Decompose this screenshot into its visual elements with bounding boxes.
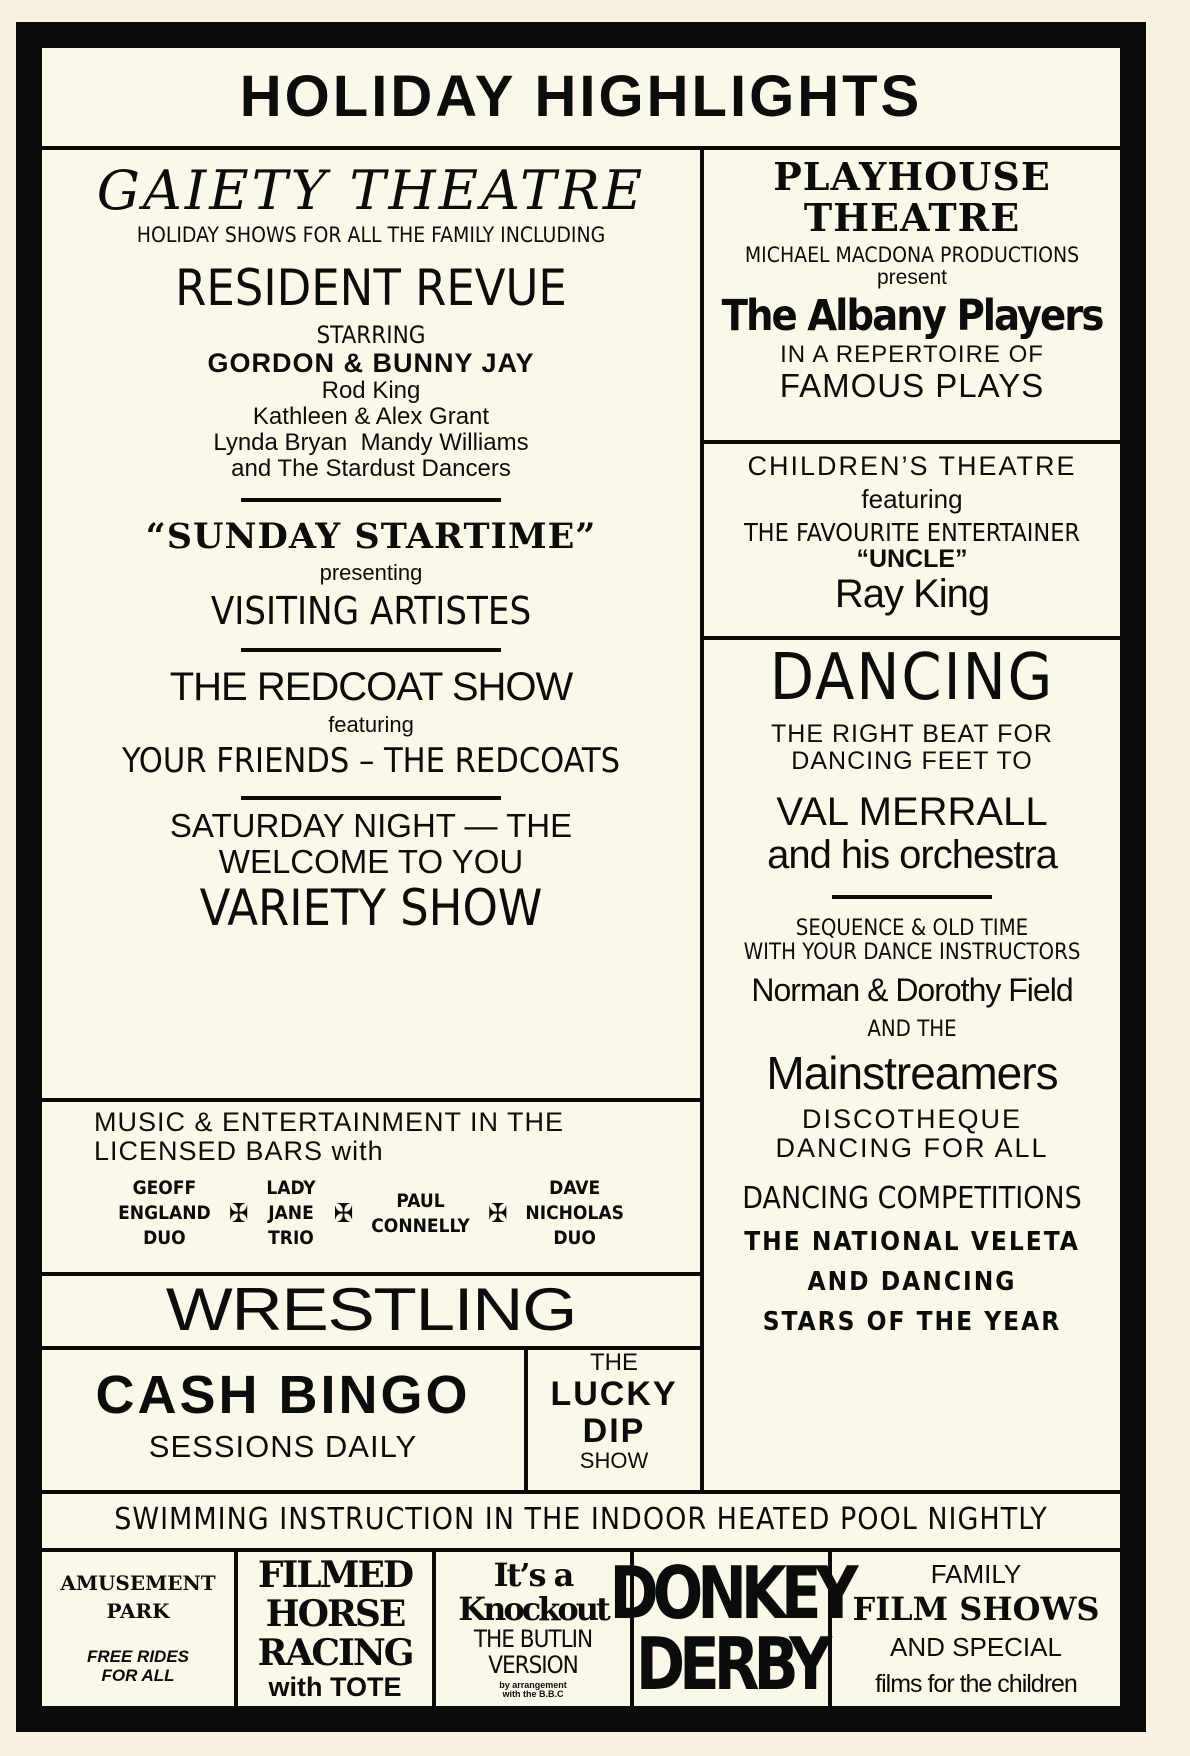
film-shows-line: FILM SHOWS [852, 1590, 1100, 1629]
gaiety-intro: HOLIDAY SHOWS FOR ALL THE FAMILY INCLUDING [136, 223, 606, 248]
music-entertainment-section [42, 1102, 700, 1272]
poster-title: HOLIDAY HIGHLIGHTS [239, 64, 923, 129]
discotheque: DISCOTHEQUE [801, 1103, 1023, 1134]
ray-king: Ray King [834, 572, 990, 617]
favourite-entertainer: THE FAVOURITE ENTERTAINER [743, 518, 1081, 548]
donkey-derby-section [609, 1550, 853, 1707]
butlin-line: THE BUTLIN [473, 1624, 593, 1653]
sunday-presenting: presenting [319, 560, 423, 586]
cash-bingo-section [42, 1350, 524, 1490]
lucky-dip-section [528, 1350, 700, 1490]
and-dancing: AND DANCING [807, 1266, 1017, 1297]
family-line: FAMILY [930, 1559, 1022, 1590]
stars-of-year: STARS OF THE YEAR [762, 1306, 1062, 1337]
visiting-artistes: VISITING ARTISTES [210, 589, 532, 634]
famous-plays: FAMOUS PLAYS [779, 366, 1045, 404]
playhouse-title-2: THEATRE [803, 195, 1021, 241]
uncle-label: “UNCLE” [856, 545, 968, 574]
bar-acts [42, 1176, 700, 1251]
park-line: PARK [106, 1598, 170, 1623]
donkey-line: DONKEY [609, 1550, 853, 1636]
maltese-cross-icon: ✠ [333, 1198, 354, 1229]
playhouse-title-1: PLAYHOUSE [773, 154, 1051, 199]
with-tote: with TOTE [268, 1671, 402, 1702]
childrens-theatre-section [704, 444, 1120, 636]
derby-line: DERBY [635, 1622, 827, 1707]
horse-line: HORSE [265, 1592, 405, 1635]
resident-revue: RESIDENT REVUE [175, 258, 567, 317]
dancing-section [704, 640, 1120, 1490]
right-beat-line: THE RIGHT BEAT FOR [771, 720, 1053, 749]
sunday-startime-title: “SUNDAY STARTIME” [145, 515, 597, 557]
cast-member: Lynda Bryan Mandy Williams [213, 428, 529, 456]
albany-players: The Albany Players [721, 291, 1103, 342]
present-label: present [876, 265, 948, 289]
section-rule [241, 648, 501, 652]
poster-frame [16, 22, 1146, 1732]
bar-act: LADY JANE TRIO [266, 1177, 316, 1250]
version-line: VERSION [488, 1650, 578, 1679]
bar-act: GEOFF ENGLAND DUO [118, 1177, 211, 1250]
lucky-dip-show: SHOW [579, 1448, 649, 1474]
norman-dorothy-field: Norman & Dorothy Field [751, 971, 1073, 1008]
filmed-line: FILMED [257, 1554, 413, 1597]
repertoire-line: IN A REPERTOIRE OF [780, 340, 1044, 368]
cash-bingo-title: CASH BINGO [95, 1365, 471, 1425]
bar-act: DAVE NICHOLAS DUO [525, 1177, 624, 1250]
producer: MICHAEL MACDONA PRODUCTIONS [744, 243, 1080, 268]
maltese-cross-icon: ✠ [228, 1198, 249, 1229]
films-for-children: films for the children [875, 1669, 1077, 1698]
and-the-label: AND THE [867, 1016, 957, 1042]
for-all: FOR ALL [101, 1665, 175, 1685]
and-special-line: AND SPECIAL [890, 1631, 1062, 1662]
maltese-cross-icon: ✠ [487, 1198, 508, 1229]
music-line-2: LICENSED BARS with [94, 1136, 384, 1167]
redcoat-show-title: THE REDCOAT SHOW [169, 665, 573, 710]
its-a-line: It’s a [493, 1555, 573, 1594]
film-shows-section [832, 1552, 1120, 1706]
swimming-text: SWIMMING INSTRUCTION IN THE INDOOR HEATED POOL NIGHTLY [114, 1502, 1048, 1537]
amusement-park-section [42, 1552, 234, 1706]
dancing-for-all: DANCING FOR ALL [775, 1133, 1049, 1164]
knockout-line: Knockout [458, 1590, 608, 1629]
redcoat-friends: YOUR FRIENDS – THE REDCOATS [121, 741, 621, 782]
poster-sheet [42, 48, 1120, 1706]
mainstreamers: Mainstreamers [766, 1047, 1058, 1100]
national-veleta: THE NATIONAL VELETA [744, 1226, 1080, 1257]
instructors-line: WITH YOUR DANCE INSTRUCTORS [743, 940, 1081, 966]
lucky-dip-dip: DIP [582, 1411, 646, 1450]
val-merrall: VAL MERRALL [776, 790, 1048, 835]
music-line-1: MUSIC & ENTERTAINMENT IN THE [94, 1107, 565, 1137]
free-rides: FREE RIDES [86, 1647, 190, 1667]
childrens-title: CHILDREN’S THEATRE [747, 451, 1077, 481]
cast-member: and The Stardust Dancers [231, 454, 511, 482]
dancing-feet-line: DANCING FEET TO [791, 747, 1033, 776]
variety-show: VARIETY SHOW [199, 879, 543, 938]
orchestra: and his orchestra [767, 833, 1057, 878]
wrestling-section [42, 1276, 700, 1346]
racing-line: RACING [257, 1631, 413, 1674]
dancing-title: DANCING [769, 641, 1055, 715]
childrens-featuring: featuring [861, 484, 963, 515]
competitions-title: DANCING COMPETITIONS [742, 1181, 1082, 1217]
gaiety-title: GAIETY THEATRE [96, 159, 646, 222]
swimming-section [42, 1494, 1120, 1548]
gaiety-theatre-section [42, 150, 700, 1098]
amusement-line: AMUSEMENT [60, 1571, 216, 1596]
bbc-credit: by arrangement [499, 1679, 567, 1690]
bbc-credit: with the B.B.C [502, 1689, 564, 1700]
lucky-dip-the: THE [590, 1349, 638, 1376]
cast-member: Kathleen & Alex Grant [252, 402, 490, 430]
lucky-dip-lucky: LUCKY [550, 1374, 678, 1413]
horse-racing-section [238, 1552, 432, 1706]
knockout-section [436, 1552, 630, 1706]
cast-member: Rod King [321, 377, 421, 405]
bar-act: PAUL CONNELLY [371, 1189, 470, 1237]
header [42, 48, 1120, 146]
saturday-night-line: SATURDAY NIGHT — THE [169, 806, 573, 844]
playhouse-theatre-section [704, 150, 1120, 440]
sequence-line: SEQUENCE & OLD TIME [795, 916, 1029, 942]
section-rule [832, 895, 992, 899]
wrestling-title: WRESTLING [165, 1276, 577, 1343]
section-rule [241, 498, 501, 502]
starring-label: STARRING [316, 320, 426, 349]
section-rule [241, 796, 501, 800]
redcoat-featuring: featuring [328, 712, 414, 738]
headline-stars: GORDON & BUNNY JAY [207, 347, 535, 378]
welcome-line: WELCOME TO YOU [218, 842, 524, 880]
sessions-daily: SESSIONS DAILY [148, 1429, 418, 1465]
